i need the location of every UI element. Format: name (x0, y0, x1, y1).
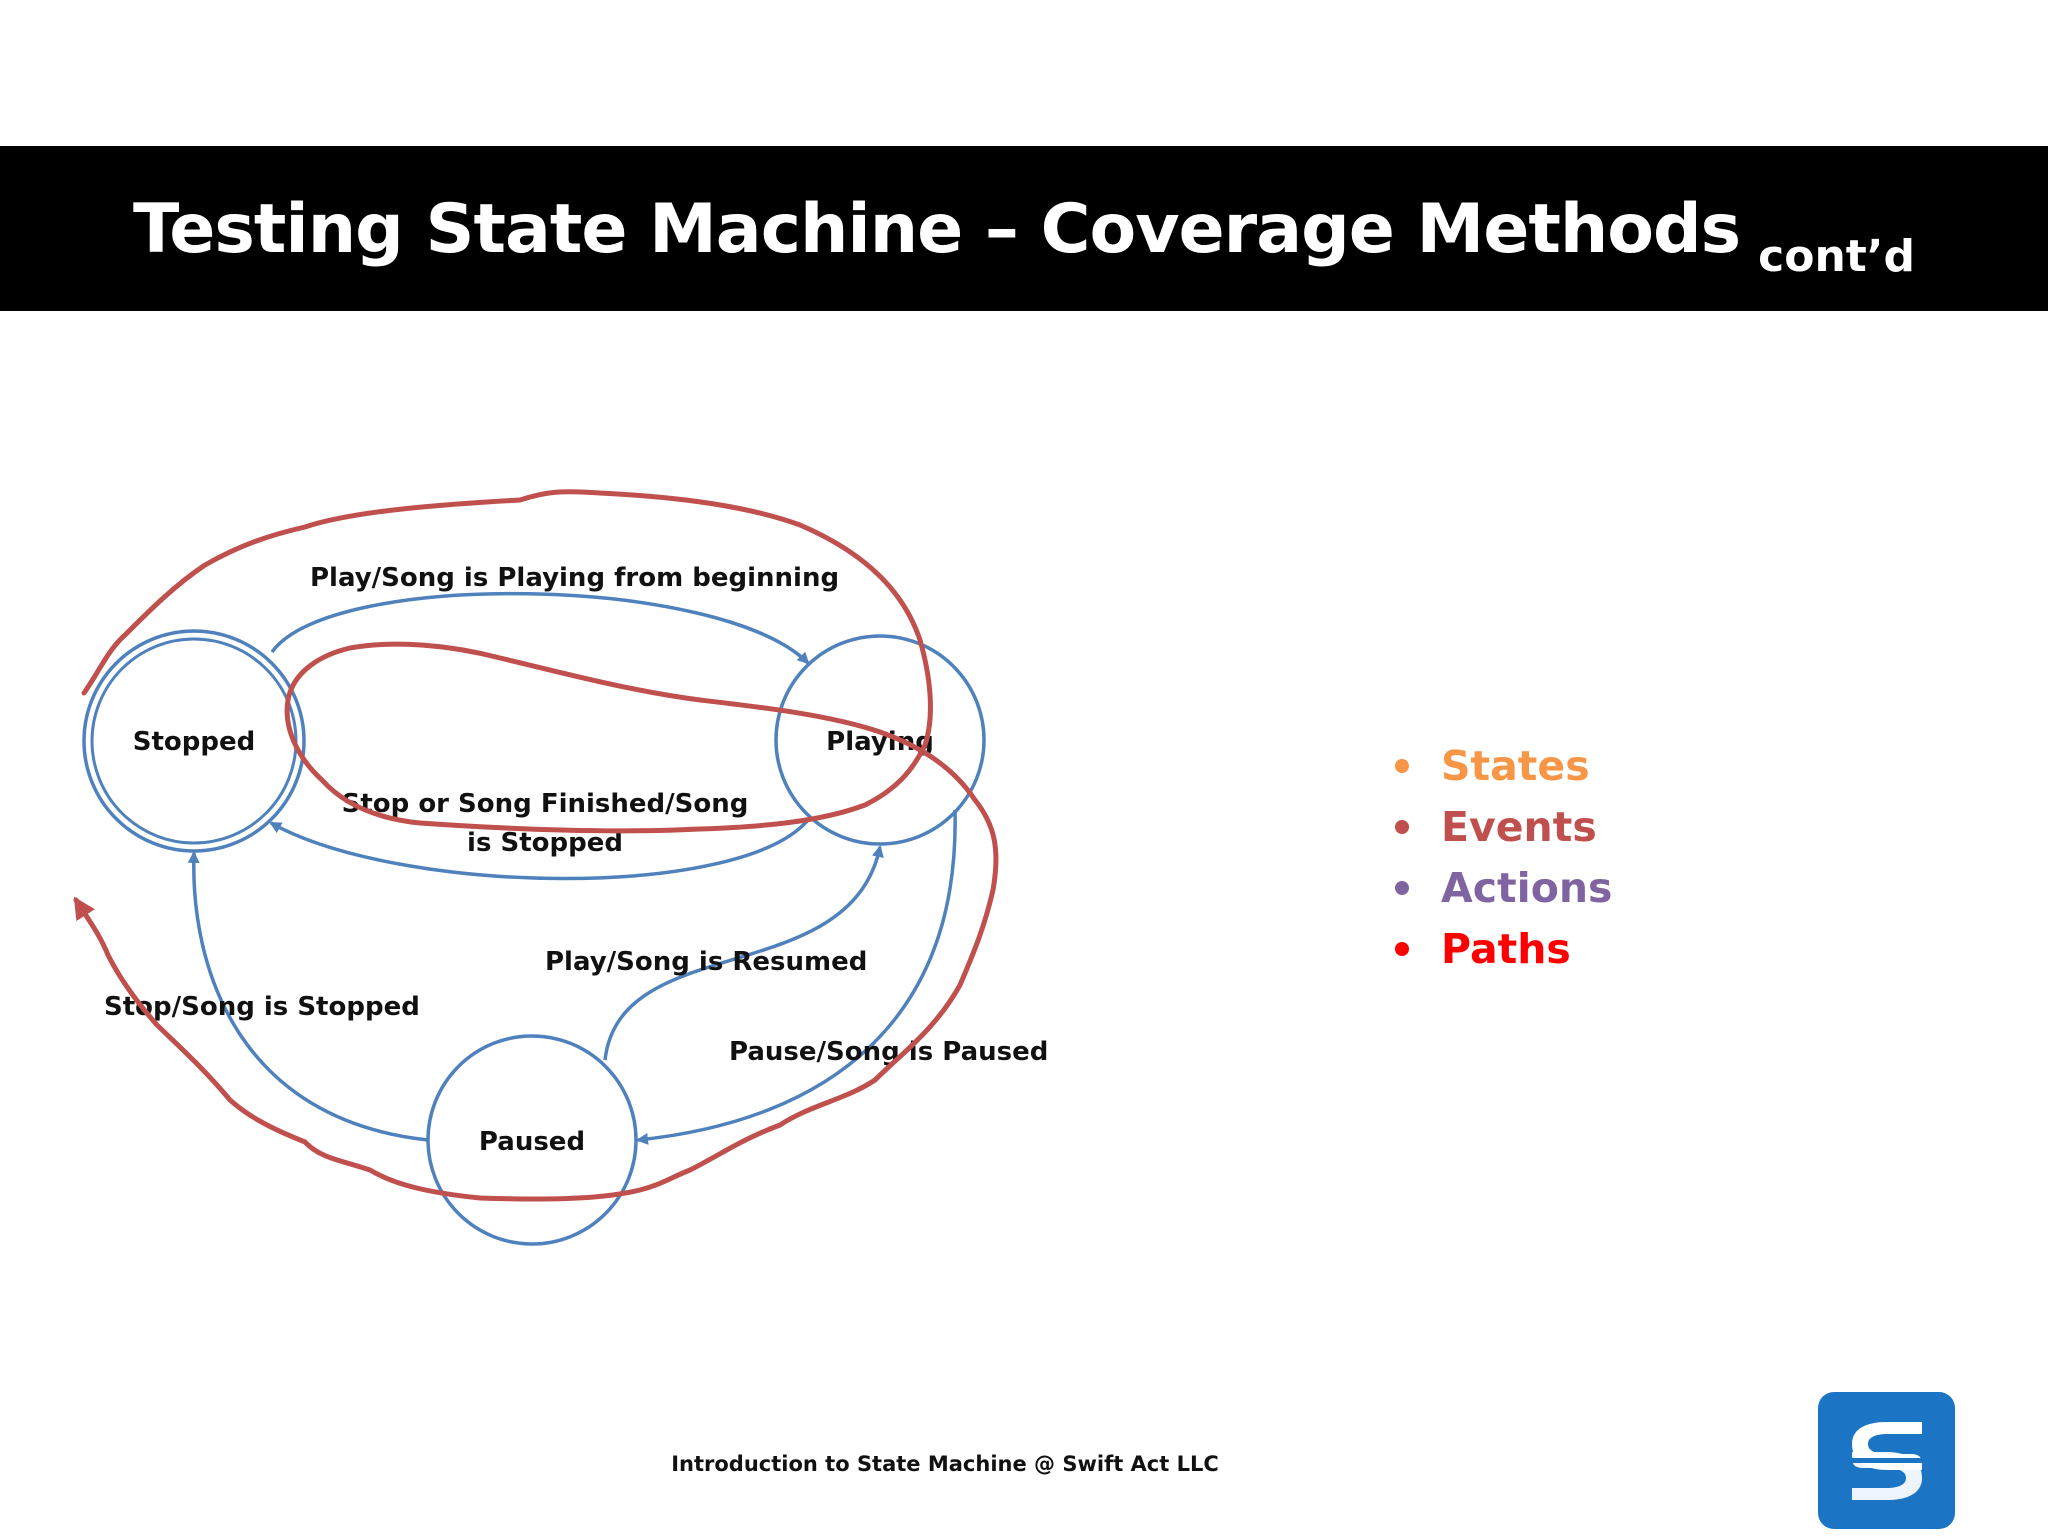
bullet-icon (1395, 759, 1409, 773)
legend-label-states: States (1441, 741, 1590, 790)
state-label-playing: Playing (826, 727, 934, 757)
transition-label-paused-to-playing: Play/Song is Resumed (545, 947, 868, 977)
legend-label-paths: Paths (1441, 924, 1571, 973)
slide-title: Testing State Machine – Coverage Methods (132, 189, 1741, 269)
legend-label-events: Events (1441, 802, 1597, 851)
transition-label-playing-to-paused: Pause/Song is Paused (729, 1037, 1049, 1067)
slide-footer: Introduction to State Machine @ Swift Act LLC (671, 1452, 1219, 1476)
legend-item-paths (1385, 918, 1612, 979)
legend-label-actions: Actions (1441, 863, 1613, 912)
state-label-paused: Paused (478, 1127, 586, 1157)
swift-act-logo-icon (1818, 1392, 1955, 1529)
transition-label-playing-to-stopped-line1: Stop or Song Finished/Song (341, 789, 749, 819)
legend-item-actions (1385, 857, 1612, 918)
transition-label-playing-to-stopped-line2: is Stopped (467, 828, 623, 858)
bullet-icon (1395, 881, 1409, 895)
coverage-legend (1385, 735, 1612, 979)
state-label-stopped: Stopped (132, 727, 256, 757)
bullet-icon (1395, 820, 1409, 834)
legend-item-events (1385, 796, 1612, 857)
transition-arrow-stopped-to-playing (272, 594, 808, 663)
legend-item-states (1385, 735, 1612, 796)
bullet-icon (1395, 942, 1409, 956)
transition-label-stopped-to-playing: Play/Song is Playing from beginning (310, 563, 840, 593)
transition-label-paused-to-stopped: Stop/Song is Stopped (104, 992, 420, 1022)
slide-title-suffix: cont’d (1758, 231, 1916, 282)
